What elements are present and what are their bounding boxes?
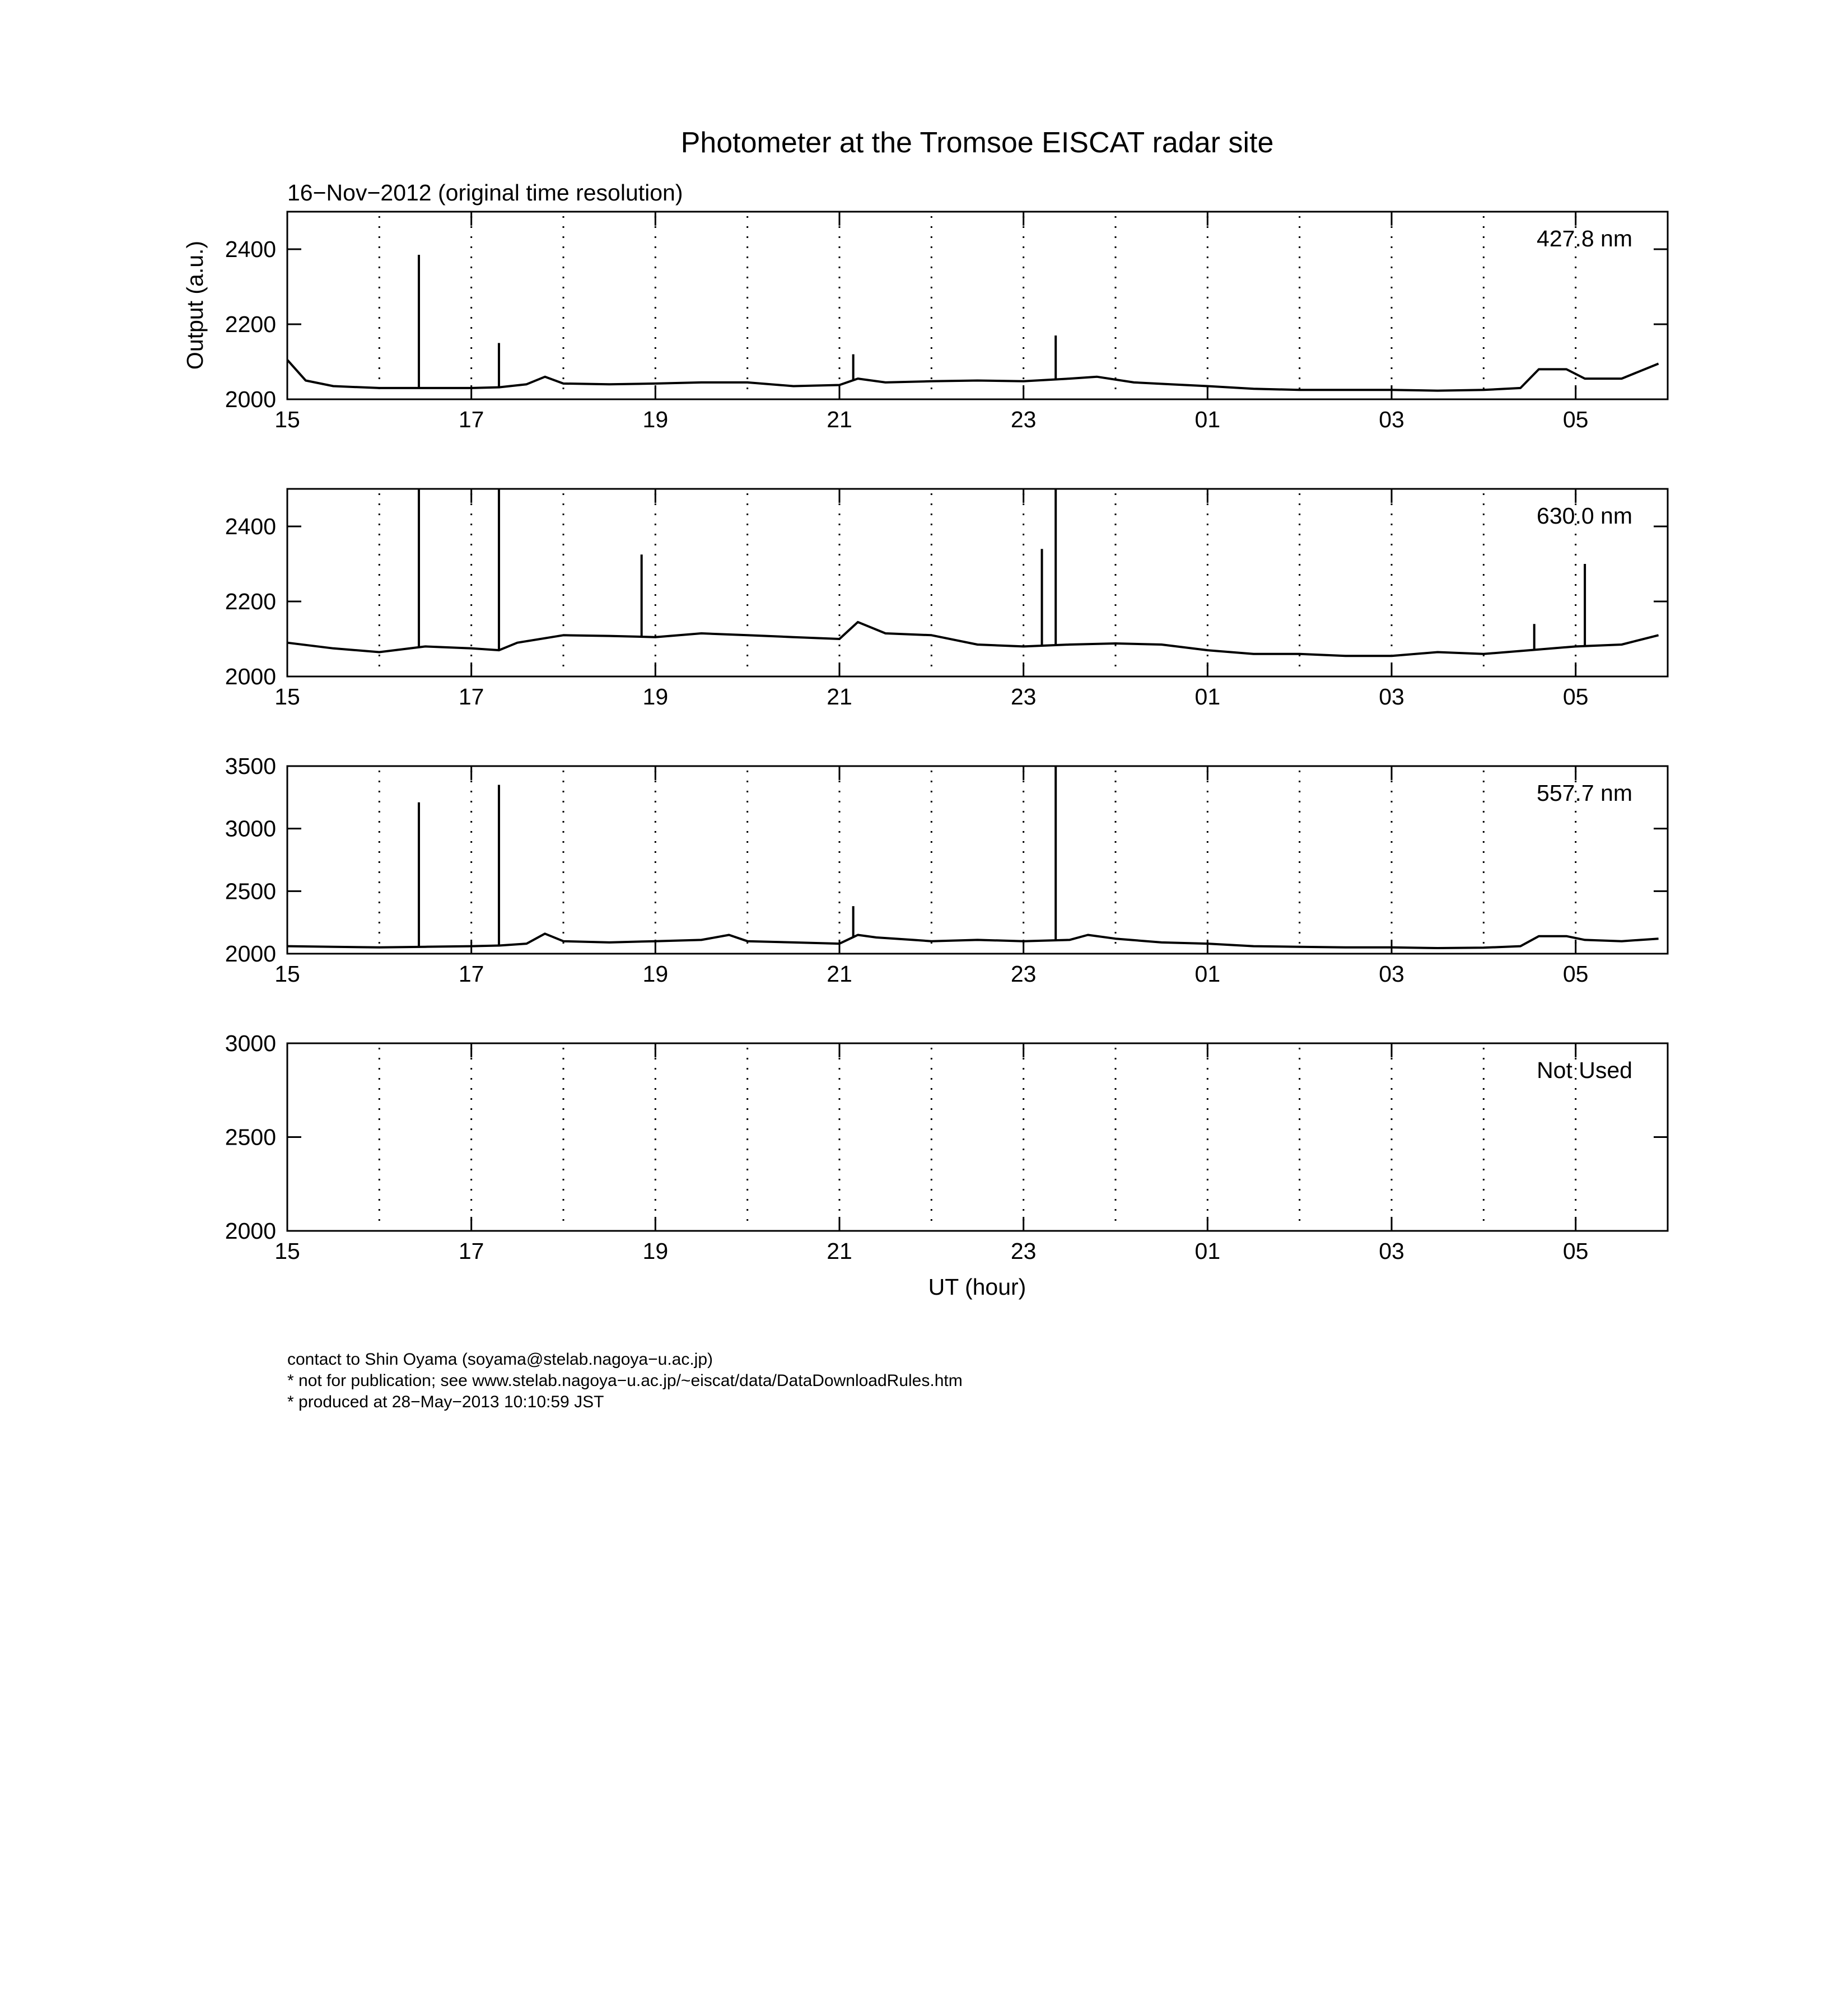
y-tick-label: 3000	[225, 815, 276, 842]
plot-frame	[287, 489, 1668, 676]
x-tick-label: 01	[1194, 1238, 1221, 1264]
x-tick-label: 17	[458, 684, 484, 710]
x-tick-label: 05	[1562, 684, 1589, 710]
x-tick-label: 05	[1562, 407, 1589, 432]
panels	[225, 212, 1668, 1264]
x-tick-label: 01	[1194, 407, 1221, 432]
panel-label: 427.8 nm	[1537, 226, 1632, 251]
plot-frame	[287, 1043, 1668, 1231]
plot-frame	[287, 766, 1668, 954]
x-tick-label: 19	[642, 684, 669, 710]
x-tick-label: 03	[1379, 1238, 1404, 1264]
x-tick-label: 21	[827, 961, 852, 987]
y-tick-label: 2200	[225, 311, 276, 337]
x-tick-label: 21	[827, 1238, 852, 1264]
x-tick-label: 23	[1010, 407, 1037, 432]
x-tick-label: 21	[827, 684, 852, 710]
y-tick-label: 2000	[225, 941, 276, 967]
panel-2	[225, 753, 1668, 987]
x-tick-label: 15	[274, 684, 300, 710]
x-tick-label: 15	[274, 961, 300, 987]
footer	[287, 1350, 963, 1411]
x-tick-label: 23	[1010, 961, 1037, 987]
y-tick-label: 2000	[225, 386, 276, 412]
panel-label: 630.0 nm	[1537, 503, 1632, 529]
x-tick-label: 01	[1194, 961, 1221, 987]
y-tick-label: 3500	[225, 753, 276, 779]
footer-publication-note: * not for publication; see www.stelab.nagoya−u.ac.jp/~eiscat/data/DataDownloadRules.htm	[287, 1371, 963, 1390]
y-tick-label: 2000	[225, 1218, 276, 1244]
footer-produced: * produced at 28−May−2013 10:10:59 JST	[287, 1393, 604, 1411]
x-tick-label: 03	[1379, 407, 1404, 432]
panel-0	[225, 212, 1668, 432]
x-tick-label: 17	[458, 961, 484, 987]
plot-frame	[287, 212, 1668, 399]
x-tick-label: 15	[274, 407, 300, 432]
x-tick-label: 05	[1562, 1238, 1589, 1264]
y-tick-label: 2500	[225, 878, 276, 904]
y-axis-label: Output (a.u.)	[182, 240, 208, 370]
x-tick-label: 23	[1010, 1238, 1037, 1264]
x-tick-label: 03	[1379, 684, 1404, 710]
panel-1	[225, 489, 1668, 710]
figure-title: Photometer at the Tromsoe EISCAT radar site	[680, 127, 1274, 159]
x-tick-label: 01	[1194, 684, 1221, 710]
figure-subtitle: 16−Nov−2012 (original time resolution)	[287, 180, 683, 206]
x-tick-label: 03	[1379, 961, 1404, 987]
series-line	[287, 622, 1659, 656]
y-tick-label: 2400	[225, 514, 276, 539]
x-tick-label: 19	[642, 961, 669, 987]
panel-label: 557.7 nm	[1537, 780, 1632, 806]
x-tick-label: 17	[458, 1238, 484, 1264]
x-axis-label: UT (hour)	[928, 1274, 1026, 1300]
x-tick-label: 15	[274, 1238, 300, 1264]
series-line	[287, 360, 1659, 391]
x-tick-label: 19	[642, 1238, 669, 1264]
footer-contact: contact to Shin Oyama (soyama@stelab.nagoya−u.ac.jp)	[287, 1350, 713, 1369]
y-tick-label: 2400	[225, 236, 276, 262]
panel-label: Not Used	[1537, 1057, 1632, 1083]
x-tick-label: 17	[458, 407, 484, 432]
x-tick-label: 21	[827, 407, 852, 432]
x-tick-label: 05	[1562, 961, 1589, 987]
x-tick-label: 19	[642, 407, 669, 432]
y-tick-label: 3000	[225, 1030, 276, 1056]
panel-3	[225, 1030, 1668, 1264]
y-tick-label: 2000	[225, 664, 276, 689]
y-tick-label: 2500	[225, 1124, 276, 1150]
series-line	[287, 934, 1659, 948]
y-tick-label: 2200	[225, 589, 276, 614]
x-tick-label: 23	[1010, 684, 1037, 710]
